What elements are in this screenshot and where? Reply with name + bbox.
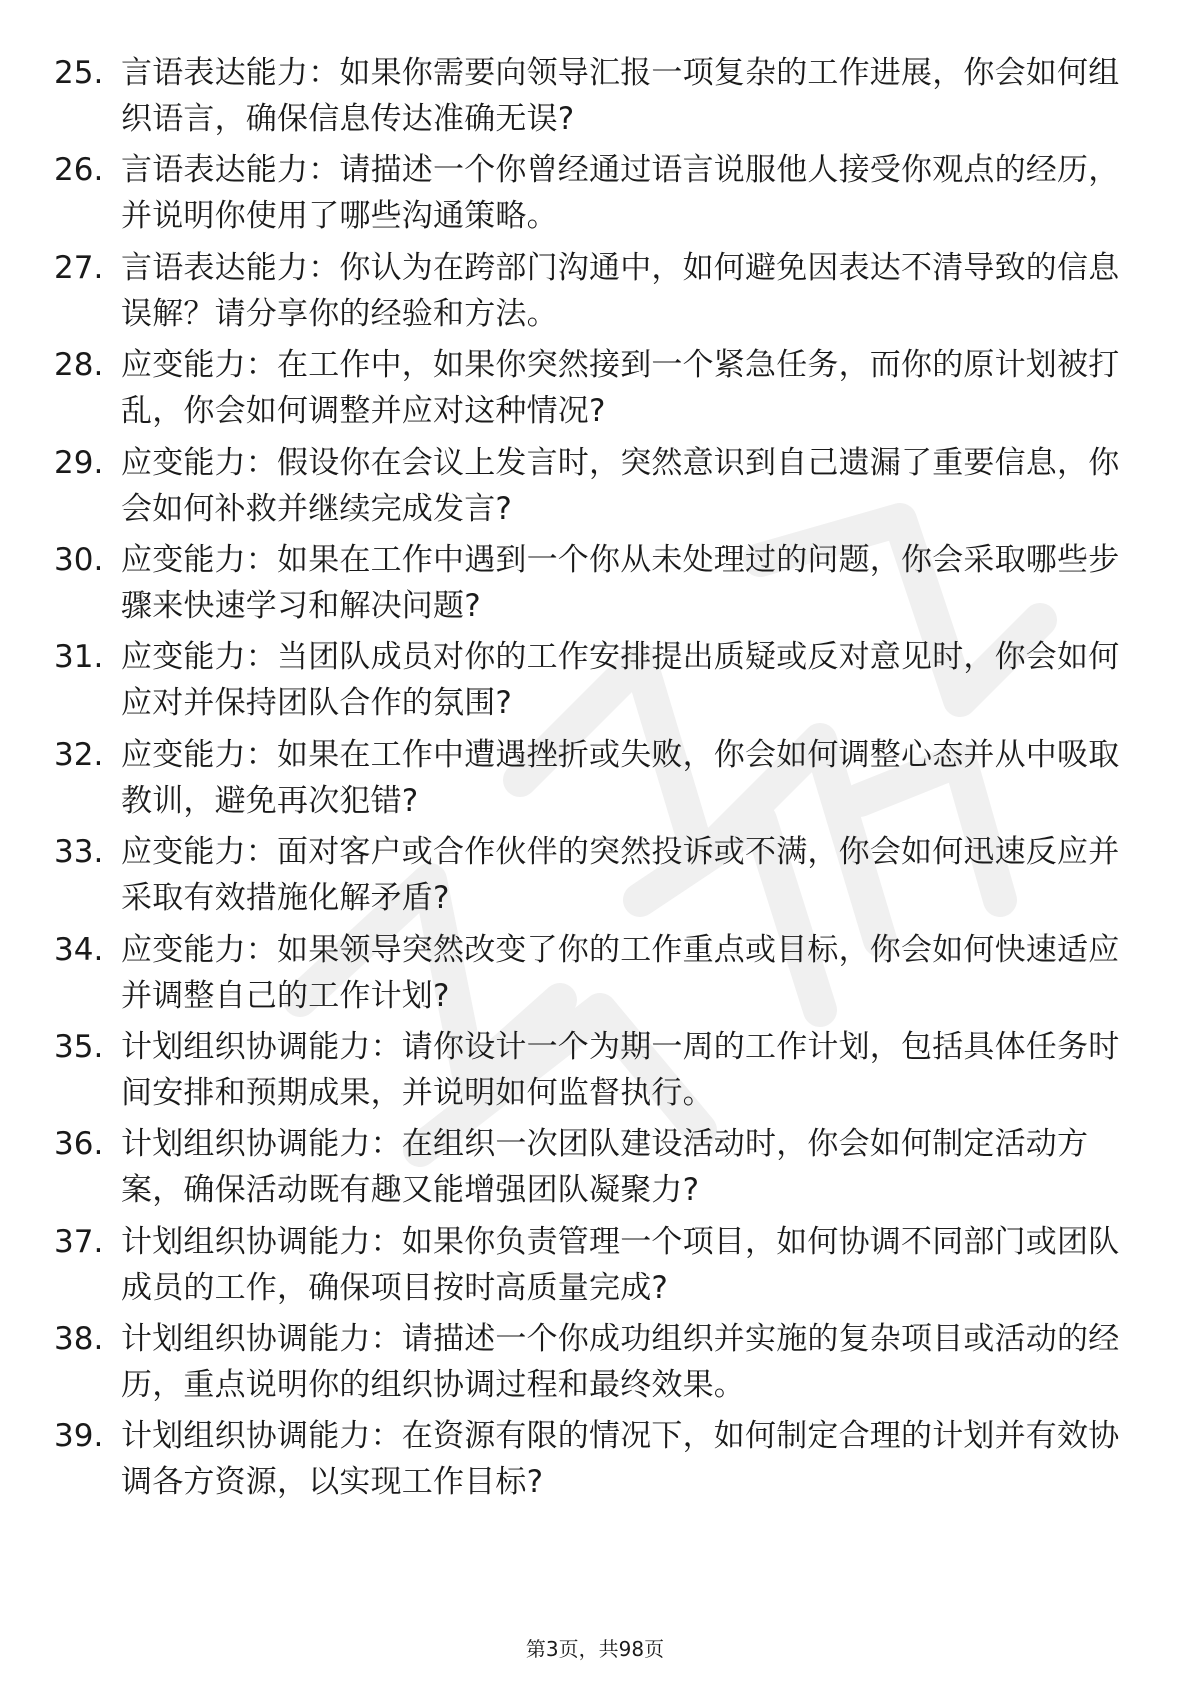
question-text: 应变能力：在工作中，如果你突然接到一个紧急任务，而你的原计划被打乱，你会如何调整并应对这种情况? [121, 347, 1120, 430]
question-number: 38. [54, 1321, 104, 1358]
list-item [0, 537, 1190, 634]
question-number: 25. [54, 55, 104, 91]
question-text: 计划组织协调能力：请你设计一个为期一周的工作计划，包括具体任务时间安排和预期成果，并说明如何监督执行。 [121, 1028, 1120, 1111]
list-item [0, 1024, 1190, 1121]
list-item [0, 1219, 1190, 1316]
list-item [0, 1413, 1190, 1510]
question-text: 应变能力：如果在工作中遭遇挫折或失败，你会如何调整心态并从中吸取教训，避免再次犯错? [121, 736, 1120, 819]
list-item [0, 342, 1190, 439]
question-number: 35. [54, 1028, 104, 1065]
question-number: 36. [54, 1126, 104, 1163]
question-number: 29. [54, 444, 104, 481]
list-item [0, 927, 1190, 1024]
question-number: 37. [54, 1223, 104, 1260]
question-text: 计划组织协调能力：在组织一次团队建设活动时，你会如何制定活动方案，确保活动既有趣又能增强团队凝聚力? [121, 1126, 1089, 1209]
list-item [0, 1316, 1190, 1413]
question-number: 39. [54, 1418, 104, 1455]
question-number: 30. [54, 541, 104, 578]
list-item [0, 829, 1190, 926]
list-item [0, 1121, 1190, 1218]
page-number-footer: 第3页，共98页 [525, 1637, 665, 1661]
question-text: 应变能力：如果领导突然改变了你的工作重点或目标，你会如何快速适应并调整自己的工作计划? [121, 931, 1120, 1014]
question-text: 应变能力：面对客户或合作伙伴的突然投诉或不满，你会如何迅速反应并采取有效措施化解矛盾? [121, 834, 1120, 917]
list-item [0, 440, 1190, 537]
question-number: 28. [54, 347, 104, 384]
question-number: 31. [54, 639, 104, 676]
question-number: 27. [54, 249, 104, 286]
list-item [0, 147, 1190, 244]
question-text: 应变能力：当团队成员对你的工作安排提出质疑或反对意见时，你会如何应对并保持团队合作的氛围? [121, 639, 1120, 722]
question-text: 应变能力：如果在工作中遇到一个你从未处理过的问题，你会采取哪些步骤来快速学习和解决问题? [121, 541, 1120, 624]
list-item [0, 634, 1190, 731]
question-number: 32. [54, 736, 104, 773]
question-text: 言语表达能力：请描述一个你曾经通过语言说服他人接受你观点的经历，并说明你使用了哪些沟通策略。 [121, 152, 1120, 235]
question-text: 言语表达能力：如果你需要向领导汇报一项复杂的工作进展，你会如何组织语言，确保信息传达准确无误? [121, 55, 1120, 137]
list-item [0, 50, 1190, 147]
question-number: 33. [54, 834, 104, 871]
question-text: 计划组织协调能力：请描述一个你成功组织并实施的复杂项目或活动的经历，重点说明你的组织协调过程和最终效果。 [121, 1321, 1120, 1404]
question-text: 言语表达能力：你认为在跨部门沟通中，如何避免因表达不清导致的信息误解？请分享你的经验和方法。 [121, 249, 1120, 332]
question-number: 26. [54, 152, 104, 189]
question-list [0, 50, 1190, 1511]
question-text: 计划组织协调能力：在资源有限的情况下，如何制定合理的计划并有效协调各方资源，以实现工作目标? [121, 1418, 1120, 1501]
list-item [0, 245, 1190, 342]
question-text: 计划组织协调能力：如果你负责管理一个项目，如何协调不同部门或团队成员的工作，确保项目按时高质量完成? [121, 1223, 1120, 1306]
question-number: 34. [54, 931, 104, 968]
list-item [0, 732, 1190, 829]
question-text: 应变能力：假设你在会议上发言时，突然意识到自己遗漏了重要信息，你会如何补救并继续完成发言? [121, 444, 1120, 527]
